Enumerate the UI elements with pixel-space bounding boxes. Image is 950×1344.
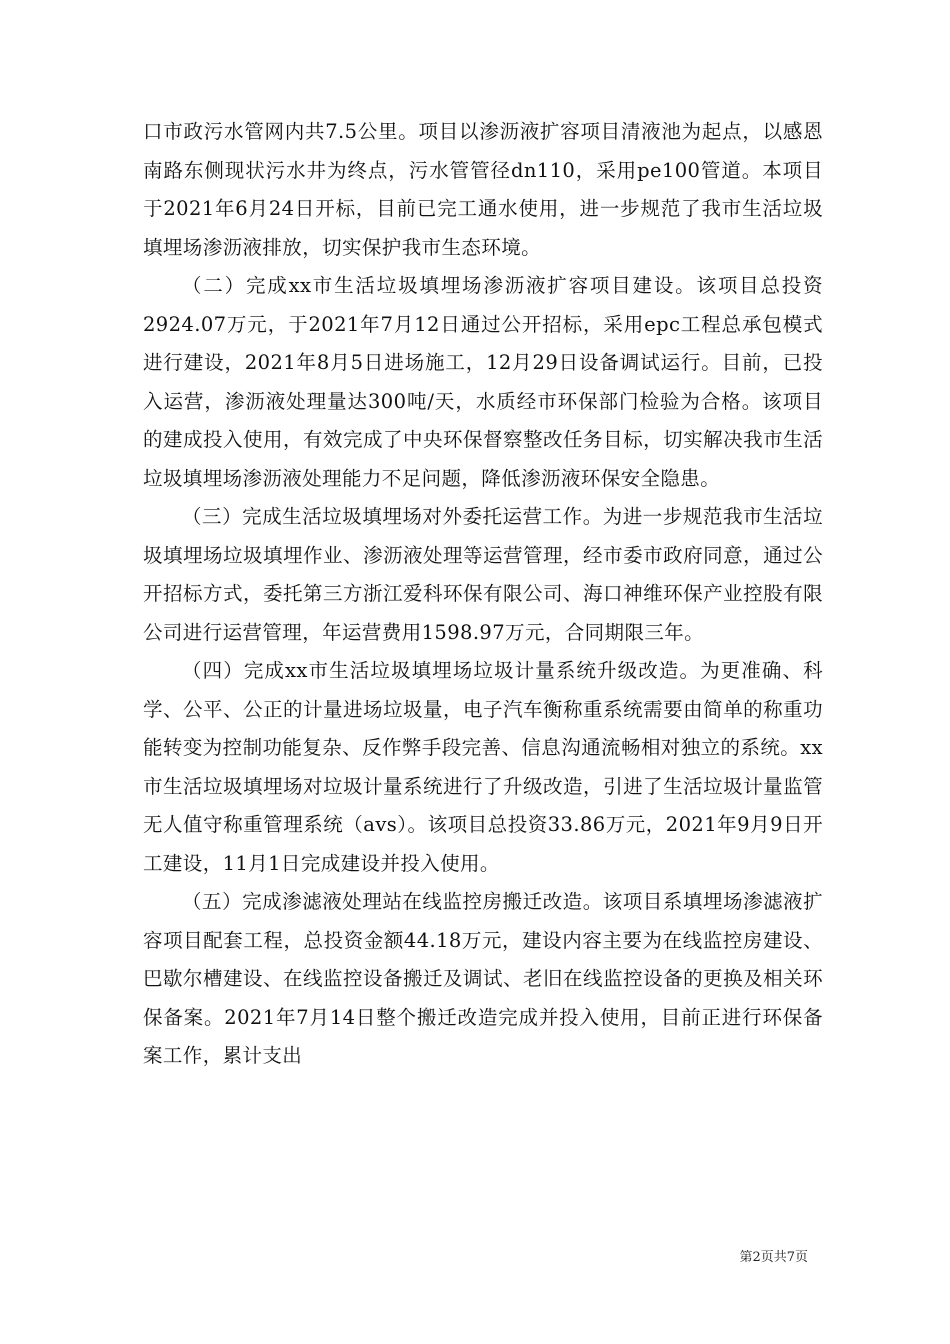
document-body xyxy=(143,113,823,1076)
paragraph-item-4: （四）完成xx市生活垃圾填埋场垃圾计量系统升级改造。为更准确、科学、公平、公正的计量进场垃圾量，电子汽车衡称重系统需要由简单的称重功能转变为控制功能复杂、反作弊手段完善、信息沟通流畅相对独立的系统。xx市生活垃圾填埋场对垃圾计量系统进行了升级改造，引进了生活垃圾计量监管无人值守称重管理系统（avs）。该项目总投资33.86万元，2021年9月9日开工建设，11月1日完成建设并投入使用。 xyxy=(143,659,823,875)
paragraph-item-2: （二）完成xx市生活垃圾填埋场渗沥液扩容项目建设。该项目总投资2924.07万元，于2021年7月12日通过公开招标，采用epc工程总承包模式进行建设，2021年8月5日进场施工，12月29日设备调试运行。目前，已投入运营，渗沥液处理量达300吨/天，水质经市环保部门检验为合格。该项目的建成投入使用，有效完成了中央环保督察整改任务目标，切实解决我市生活垃圾填埋场渗沥液处理能力不足问题，降低渗沥液环保安全隐患。 xyxy=(143,274,823,490)
paragraph-continuation: 口市政污水管网内共7.5公里。项目以渗沥液扩容项目清液池为起点，以感恩南路东侧现状污水井为终点，污水管管径dn110，采用pe100管道。本项目于2021年6月24日开标，目前已完工通水使用，进一步规范了我市生活垃圾填埋场渗沥液排放，切实保护我市生态环境。 xyxy=(143,120,823,259)
page-number: 第2页共7页 xyxy=(739,1250,808,1265)
paragraph-item-5: （五）完成渗滤液处理站在线监控房搬迁改造。该项目系填埋场渗滤液扩容项目配套工程，总投资金额44.18万元，建设内容主要为在线监控房建设、巴歇尔槽建设、在线监控设备搬迁及调试、老旧在线监控设备的更换及相关环保备案。2021年7月14日整个搬迁改造完成并投入使用，目前正进行环保备案工作，累计支出 xyxy=(143,890,823,1067)
paragraph-item-3: （三）完成生活垃圾填埋场对外委托运营工作。为进一步规范我市生活垃圾填埋场垃圾填埋作业、渗沥液处理等运营管理，经市委市政府同意，通过公开招标方式，委托第三方浙江爱科环保有限公司、海口神维环保产业控股有限公司进行运营管理，年运营费用1598.97万元，合同期限三年。 xyxy=(143,505,823,644)
